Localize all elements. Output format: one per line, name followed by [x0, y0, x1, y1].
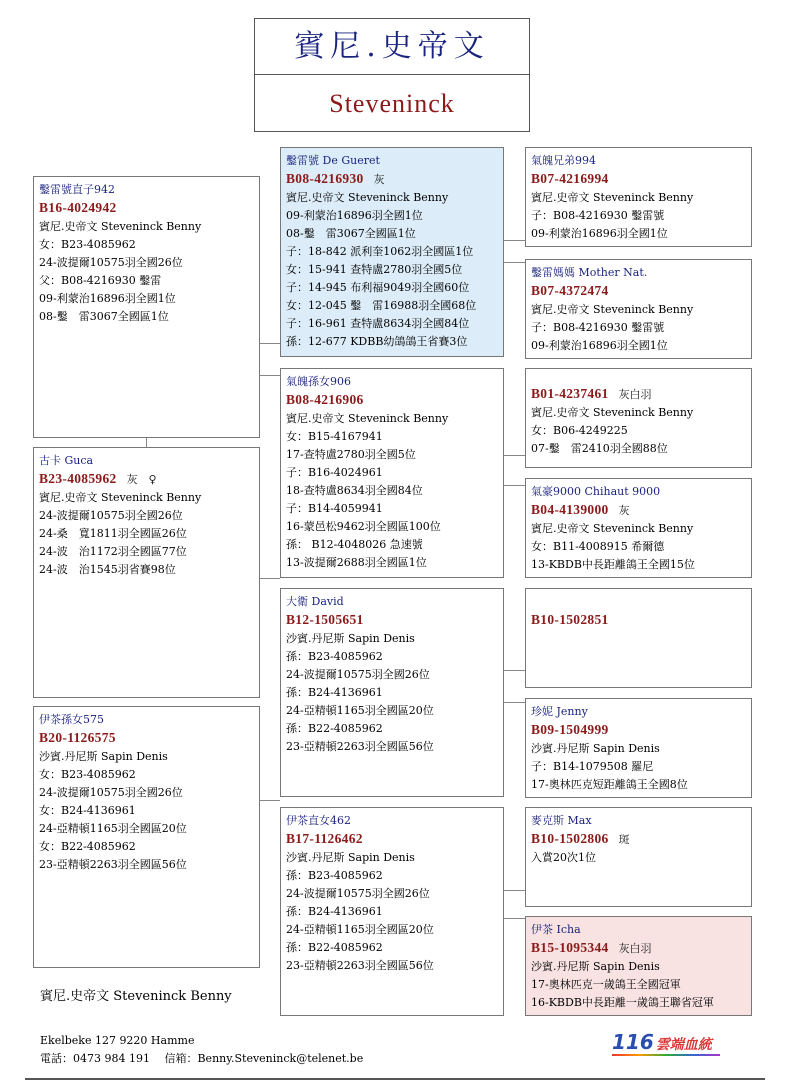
- info-line: 24-亞精頓1165羽全國區20位: [39, 822, 187, 835]
- ring-number: B23-4085962: [39, 471, 117, 486]
- pigeon-name: 珍妮 Jenny: [531, 705, 588, 718]
- ring-number: B09-1504999: [531, 722, 609, 737]
- site-logo: [612, 1030, 722, 1058]
- info-line: 孫：12-677 KDBB幼鴿鴿王省賽3位: [286, 335, 468, 348]
- info-line: 女：15-941 查特盧2780羽全國5位: [286, 263, 463, 276]
- info-line: 24-波提爾10575羽全國26位: [39, 786, 183, 799]
- ring-number: B01-4237461: [531, 386, 609, 401]
- info-line: 父：B08-4216930 鑿雷: [39, 274, 162, 287]
- info-line: 17-奧林匹克一歲鴿王全國冠軍: [531, 978, 681, 991]
- info-line: 13-波提爾2688羽全國區1位: [286, 556, 427, 569]
- info-line: 女：B23-4085962: [39, 238, 136, 251]
- pedigree-box-ggp-2: [525, 259, 752, 359]
- info-line: 子：14-945 布利福9049羽全國60位: [286, 281, 470, 294]
- info-line: 孫：B23-4085962: [286, 869, 383, 882]
- connector: [504, 240, 525, 241]
- connector: [504, 262, 525, 263]
- info-line: 24-波提爾10575羽全國26位: [286, 668, 430, 681]
- info-line: 女：B15-4167941: [286, 430, 383, 443]
- ring-number: B04-4139000: [531, 502, 609, 517]
- info-line: 17-奧林匹克短距離鴿王全國8位: [531, 778, 688, 791]
- info-line: 09-利蒙治16896羽全國1位: [531, 227, 668, 240]
- info-line: 子：B14-4059941: [286, 502, 383, 515]
- pigeon-name: 鑿雷號直子942: [39, 183, 115, 196]
- info-line: 賓尼.史帝文 Steveninck Benny: [286, 191, 449, 204]
- ring-number: B07-4216994: [531, 171, 609, 186]
- info-line: 09-利蒙治16896羽全國1位: [286, 209, 423, 222]
- info-line: 07-鑿 雷2410羽全國88位: [531, 442, 668, 455]
- ring-number: B12-1505651: [286, 612, 364, 627]
- info-line: 24-波 治1545羽省賽98位: [39, 563, 176, 576]
- info-line: 女：B06-4249225: [531, 424, 628, 437]
- ring-number: B08-4216930: [286, 171, 364, 186]
- info-line: 賓尼.史帝文 Steveninck Benny: [531, 191, 694, 204]
- info-line: 24-波提爾10575羽全國26位: [39, 256, 183, 269]
- pedigree-box-ggp-8: [525, 916, 752, 1016]
- info-line: 子：B16-4024961: [286, 466, 383, 479]
- color-tag: 灰: [373, 173, 385, 186]
- footer-breeder-name: 賓尼.史帝文 Steveninck Benny: [40, 989, 232, 1004]
- info-line: 子：B08-4216930 鑿雷號: [531, 321, 665, 334]
- pigeon-name: 鑿雷媽媽 Mother Nat.: [531, 266, 648, 279]
- info-line: 18-查特盧8634羽全國84位: [286, 484, 423, 497]
- info-line: 子：B08-4216930 鑿雷號: [531, 209, 665, 222]
- ring-number: B07-4372474: [531, 283, 609, 298]
- info-line: 沙賓.丹尼斯 Sapin Denis: [531, 742, 660, 755]
- info-line: 沙賓.丹尼斯 Sapin Denis: [286, 632, 415, 645]
- pedigree-box-ggp-1: [525, 147, 752, 247]
- info-line: 子：16-961 查特盧8634羽全國84位: [286, 317, 470, 330]
- pedigree-box-granddam: [280, 368, 504, 578]
- pigeon-name: 氣豪9000 Chihaut 9000: [531, 485, 661, 498]
- color-tag: 灰白羽: [618, 942, 652, 955]
- color-tag: 斑: [618, 833, 630, 846]
- pigeon-name: 伊茶孫女575: [39, 713, 104, 726]
- info-line: 賓尼.史帝文 Steveninck Benny: [531, 522, 694, 535]
- pedigree-header: [254, 18, 530, 132]
- connector: [260, 343, 280, 344]
- info-line: 沙賓.丹尼斯 Sapin Denis: [531, 960, 660, 973]
- info-line: 13-KBDB中長距離鴿王全國15位: [531, 558, 695, 571]
- info-line: 賓尼.史帝文 Steveninck Benny: [39, 220, 202, 233]
- info-line: 孫：B24-4136961: [286, 686, 383, 699]
- info-line: 子：18-842 派利奎1062羽全國區1位: [286, 245, 474, 258]
- info-line: 24-亞精頓1165羽全國區20位: [286, 704, 434, 717]
- info-line: 24-亞精頓1165羽全國區20位: [286, 923, 434, 936]
- info-line: 09-利蒙治16896羽全國1位: [531, 339, 668, 352]
- info-line: 23-亞精頓2263羽全國區56位: [286, 740, 434, 753]
- pigeon-name: 古卡 Guca: [39, 454, 94, 467]
- pedigree-box-grandsire: [280, 147, 504, 357]
- info-line: 23-亞精頓2263羽全國區56位: [286, 959, 434, 972]
- info-line: 24-波提爾10575羽全國26位: [286, 887, 430, 900]
- ring-number: B20-1126575: [39, 730, 116, 745]
- pedigree-box-grandsire-2: [280, 588, 504, 797]
- ring-number: B10-1502806: [531, 831, 609, 846]
- pedigree-box-granddam-2: [280, 807, 504, 1016]
- connector: [504, 485, 525, 486]
- connector: [504, 670, 525, 671]
- info-line: 女：B11-4008915 希爾德: [531, 540, 665, 553]
- footer-address: Ekelbeke 127 9220 Hamme: [40, 1034, 195, 1047]
- connector: [504, 918, 525, 919]
- pedigree-box-dam: [33, 447, 260, 698]
- pigeon-name: 伊茶 Icha: [531, 923, 581, 936]
- info-line: 女：B24-4136961: [39, 804, 136, 817]
- logo-underline: [612, 1054, 720, 1056]
- color-tag: 灰: [618, 504, 630, 517]
- ring-number: B08-4216906: [286, 392, 364, 407]
- connector: [260, 375, 280, 376]
- info-line: 24-波提爾10575羽全國26位: [39, 509, 183, 522]
- info-line: 賓尼.史帝文 Steveninck Benny: [531, 303, 694, 316]
- info-line: 賓尼.史帝文 Steveninck Benny: [39, 491, 202, 504]
- pigeon-name: 氣魄兄弟994: [531, 154, 596, 167]
- info-line: 08-鑿 雷3067全國區1位: [286, 227, 416, 240]
- breeder-name-chinese: 賓尼.史帝文: [255, 19, 529, 75]
- logo-text: 雲端血統: [655, 1037, 712, 1053]
- info-line: 16-蒙邑松9462羽全國區100位: [286, 520, 441, 533]
- color-tag: 灰 ♀: [126, 473, 157, 486]
- bottom-divider: [25, 1078, 765, 1080]
- pedigree-box-ggp-5: [525, 588, 752, 688]
- pigeon-name: 麥克斯 Max: [531, 814, 592, 827]
- info-line: 孫：B22-4085962: [286, 941, 383, 954]
- connector: [504, 455, 525, 456]
- info-line: 女：B23-4085962: [39, 768, 136, 781]
- color-tag: 灰白羽: [618, 388, 652, 401]
- footer-contact: [40, 1032, 363, 1068]
- connector: [260, 578, 280, 579]
- pigeon-name: 氣魄孫女906: [286, 375, 351, 388]
- info-line: 子：B14-1079508 羅尼: [531, 760, 654, 773]
- info-line: 16-KBDB中長距離一歲鴿王聯省冠軍: [531, 996, 714, 1009]
- ring-number: B16-4024942: [39, 200, 117, 215]
- info-line: 09-利蒙治16896羽全國1位: [39, 292, 176, 305]
- logo-number: 116: [612, 1030, 654, 1054]
- info-line: 孫：B24-4136961: [286, 905, 383, 918]
- info-line: 17-查特盧2780羽全國5位: [286, 448, 416, 461]
- connector: [146, 437, 147, 447]
- pigeon-name: [531, 373, 751, 377]
- pedigree-box-ggp-3: [525, 368, 752, 468]
- info-line: 23-亞精頓2263羽全國區56位: [39, 858, 187, 871]
- connector: [504, 890, 525, 891]
- ring-number: B17-1126462: [286, 831, 363, 846]
- info-line: 24-桑 寬1811羽全國區26位: [39, 527, 187, 540]
- ring-number: B15-1095344: [531, 940, 609, 955]
- info-line: 孫：B22-4085962: [286, 722, 383, 735]
- info-line: 賓尼.史帝文 Steveninck Benny: [286, 412, 449, 425]
- ring-number: B10-1502851: [531, 612, 609, 627]
- info-line: 24-波 治1172羽全國區77位: [39, 545, 187, 558]
- info-line: 08-鑿 雷3067全國區1位: [39, 310, 169, 323]
- info-line: 女：B22-4085962: [39, 840, 136, 853]
- connector: [504, 702, 525, 703]
- pigeon-name: 伊茶直女462: [286, 814, 351, 827]
- pigeon-name: 大衛 David: [286, 595, 344, 608]
- info-line: 入賞20次1位: [531, 851, 596, 864]
- pigeon-name: 鑿雷號 De Gueret: [286, 154, 380, 167]
- info-line: 沙賓.丹尼斯 Sapin Denis: [39, 750, 168, 763]
- pedigree-box-ggp-4: [525, 478, 752, 578]
- connector: [260, 800, 280, 801]
- info-line: 賓尼.史帝文 Steveninck Benny: [531, 406, 694, 419]
- pedigree-box-third: [33, 706, 260, 968]
- footer-phone-email: 電話：0473 984 191 信箱：Benny.Steveninck@telenet.be: [40, 1052, 364, 1065]
- info-line: 孫：B23-4085962: [286, 650, 383, 663]
- info-line: 沙賓.丹尼斯 Sapin Denis: [286, 851, 415, 864]
- info-line: 女：12-045 鑿 雷16988羽全國68位: [286, 299, 477, 312]
- breeder-name-latin: Steveninck: [329, 89, 455, 118]
- pedigree-box-ggp-7: [525, 807, 752, 907]
- pedigree-box-sire: [33, 176, 260, 438]
- pedigree-box-ggp-6: [525, 698, 752, 798]
- info-line: 孫： B12-4048026 急速號: [286, 538, 423, 551]
